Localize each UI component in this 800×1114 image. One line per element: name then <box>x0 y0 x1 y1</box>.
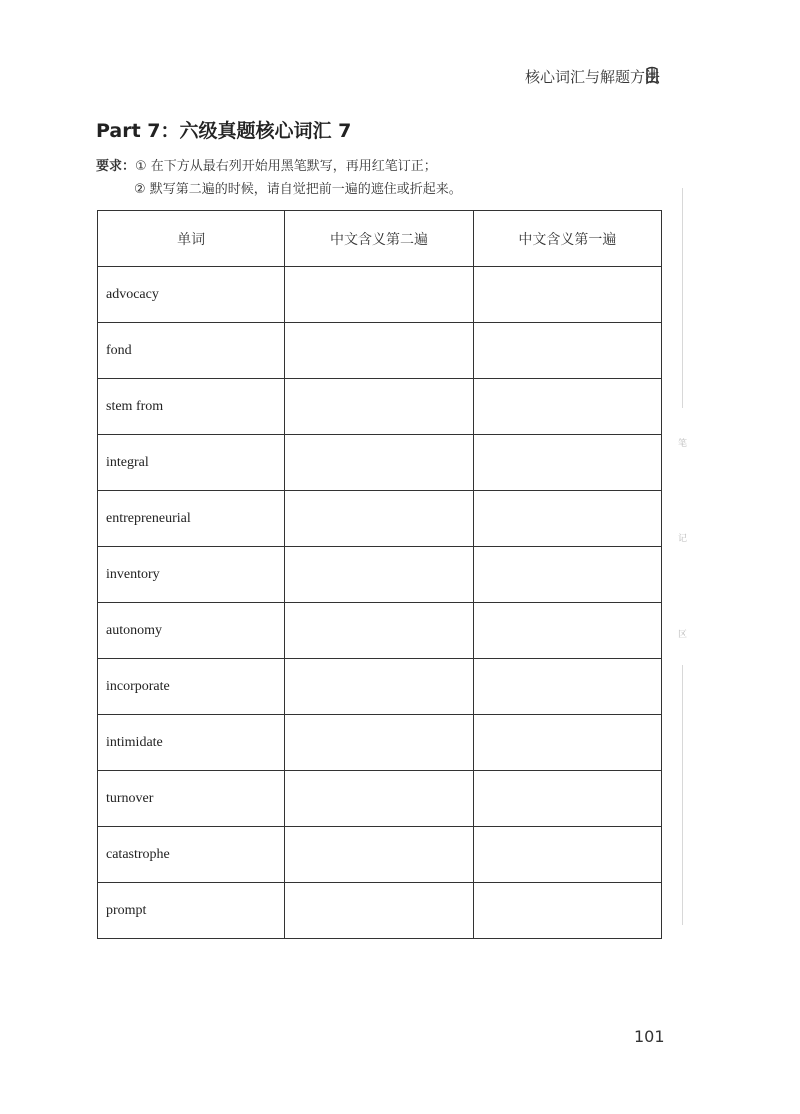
notes-margin-line-bottom <box>682 665 683 925</box>
header-word: 单词 <box>98 211 285 267</box>
word-cell: prompt <box>98 883 285 939</box>
notes-label-char-3: 区 <box>678 630 688 640</box>
table-row <box>98 435 662 491</box>
word-cell: advocacy <box>98 267 285 323</box>
requirement-item-1: ① 在下方从最右列开始用黑笔默写，再用红笔订正； <box>135 159 437 174</box>
meaning-second-cell[interactable] <box>285 715 473 771</box>
table-row <box>98 659 662 715</box>
meaning-first-cell[interactable] <box>473 715 661 771</box>
meaning-second-cell[interactable] <box>285 771 473 827</box>
word-cell: entrepreneurial <box>98 491 285 547</box>
table-row <box>98 323 662 379</box>
word-cell: catastrophe <box>98 827 285 883</box>
meaning-first-cell[interactable] <box>473 435 661 491</box>
word-cell: fond <box>98 323 285 379</box>
word-cell: inventory <box>98 547 285 603</box>
table-row <box>98 267 662 323</box>
book-logo-icon <box>645 66 659 86</box>
requirement-label: 要求： <box>96 159 136 174</box>
page-number: 101 <box>634 1027 665 1046</box>
word-cell: integral <box>98 435 285 491</box>
table-row <box>98 771 662 827</box>
table-row <box>98 883 662 939</box>
meaning-second-cell[interactable] <box>285 603 473 659</box>
table-row <box>98 603 662 659</box>
meaning-first-cell[interactable] <box>473 827 661 883</box>
header-meaning-second: 中文含义第二遍 <box>285 211 473 267</box>
meaning-first-cell[interactable] <box>473 603 661 659</box>
table-header-row <box>98 211 662 267</box>
table-row <box>98 715 662 771</box>
notes-margin-line-top <box>682 188 683 408</box>
header-meaning-first: 中文含义第一遍 <box>473 211 661 267</box>
meaning-first-cell[interactable] <box>473 491 661 547</box>
notes-label-char-1: 笔 <box>678 439 688 449</box>
meaning-second-cell[interactable] <box>285 827 473 883</box>
word-cell: incorporate <box>98 659 285 715</box>
meaning-second-cell[interactable] <box>285 379 473 435</box>
running-header: 核心词汇与解题方法 <box>524 68 660 86</box>
meaning-first-cell[interactable] <box>473 379 661 435</box>
meaning-first-cell[interactable] <box>473 267 661 323</box>
meaning-first-cell[interactable] <box>473 659 661 715</box>
word-cell: intimidate <box>98 715 285 771</box>
meaning-first-cell[interactable] <box>473 323 661 379</box>
table-row <box>98 491 662 547</box>
meaning-second-cell[interactable] <box>285 547 473 603</box>
word-cell: turnover <box>98 771 285 827</box>
section-title: Part 7：六级真题核心词汇 7 <box>96 120 352 142</box>
requirement-line-1 <box>96 155 437 174</box>
vocabulary-table <box>97 210 662 939</box>
meaning-second-cell[interactable] <box>285 659 473 715</box>
word-cell: autonomy <box>98 603 285 659</box>
meaning-first-cell[interactable] <box>473 547 661 603</box>
meaning-first-cell[interactable] <box>473 883 661 939</box>
table-row <box>98 547 662 603</box>
requirement-item-2: ② 默写第二遍的时候，请自觉把前一遍的遮住或折起来。 <box>134 182 462 197</box>
word-cell: stem from <box>98 379 285 435</box>
meaning-second-cell[interactable] <box>285 323 473 379</box>
meaning-second-cell[interactable] <box>285 435 473 491</box>
meaning-first-cell[interactable] <box>473 771 661 827</box>
meaning-second-cell[interactable] <box>285 267 473 323</box>
notes-label-char-2: 记 <box>678 534 688 544</box>
table-row <box>98 827 662 883</box>
meaning-second-cell[interactable] <box>285 883 473 939</box>
table-row <box>98 379 662 435</box>
meaning-second-cell[interactable] <box>285 491 473 547</box>
